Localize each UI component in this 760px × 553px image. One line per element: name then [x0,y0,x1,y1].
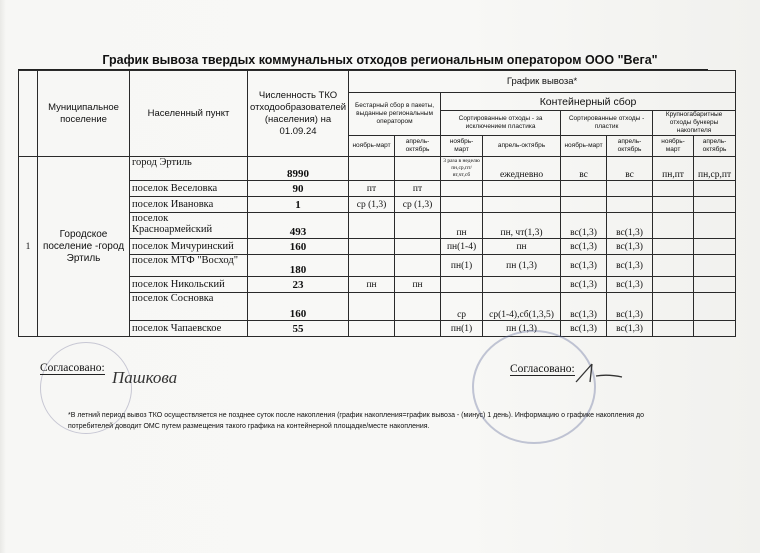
header-nsp-summer: апрель-октябрь [483,136,561,157]
header-bag-winter: ноябрь-март [349,136,395,157]
bulky-winter [653,321,694,337]
bulky-winter [653,293,694,321]
pl-summer: вс(1,3) [607,213,653,239]
settlement-name: поселок Веселовка [130,181,248,197]
pl-winter: вс(1,3) [561,239,607,255]
bulky-summer [694,321,736,337]
bag-winter [349,157,395,181]
bag-summer [395,293,441,321]
bag-summer [395,255,441,277]
pl-winter: вс(1,3) [561,255,607,277]
pl-summer [607,197,653,213]
bag-winter [349,255,395,277]
population-value: 90 [248,181,349,197]
bulky-summer [694,197,736,213]
settlement-name: поселок Сосновка [130,293,248,321]
group-index: 1 [19,157,38,337]
population-value: 160 [248,293,349,321]
nsp-summer [483,277,561,293]
nsp-winter [441,277,483,293]
group-name: Городское поселение -город Эртиль [38,157,130,337]
bag-winter [349,321,395,337]
bulky-winter [653,213,694,239]
settlement-name: поселок Чапаевское [130,321,248,337]
bulky-winter: пн,пт [653,157,694,181]
bulky-summer: пн,ср,пт [694,157,736,181]
population-value: 180 [248,255,349,277]
nsp-summer [483,181,561,197]
right-signature-icon [570,360,630,388]
bag-summer: пт [395,181,441,197]
bag-summer [395,321,441,337]
footnote: *В летний период вывоз ТКО осуществляется не позднее суток после накопления (график накопления=график вывоза - (минус) 1 день). Информацию о графике накопления до потребителей доводит ОМС путем размещения такого графика на контейнерной площадке/месте накопления. [68,412,644,430]
header-container: Контейнерный сбор [441,93,736,111]
population-value: 23 [248,277,349,293]
population-value: 493 [248,213,349,239]
bag-summer [395,157,441,181]
bulky-summer [694,255,736,277]
nsp-winter: пн(1) [441,255,483,277]
nsp-winter [441,197,483,213]
left-approval-label: Согласовано: [40,362,105,374]
nsp-summer: пн [483,239,561,255]
nsp-summer [483,197,561,213]
population-value: 1 [248,197,349,213]
bulky-winter [653,239,694,255]
header-sorted-plastic: Сортированные отходы - пластик [561,111,653,136]
pl-winter [561,197,607,213]
pl-winter: вс(1,3) [561,321,607,337]
settlement-name: поселок Красноармейский [130,213,248,239]
bulky-winter [653,255,694,277]
pl-summer: вс [607,157,653,181]
header-pl-winter: ноябрь-март [561,136,607,157]
bag-winter [349,213,395,239]
header-settlement: Населенный пункт [130,71,248,157]
bulky-summer [694,213,736,239]
bulky-summer [694,181,736,197]
bulky-summer [694,293,736,321]
nsp-winter [441,181,483,197]
header-index-cell [19,71,38,157]
header-schedule: График вывоза* [349,71,736,93]
bulky-winter [653,277,694,293]
bulky-summer [694,277,736,293]
nsp-summer: пн (1,3) [483,321,561,337]
settlement-name: поселок Мичуринский [130,239,248,255]
header-bulky: Крупногабаритные отходы бункеры накопителя [653,111,736,136]
header-sorted-no-plastic: Сортированные отходы - за исключением пластика [441,111,561,136]
header-population: Численность ТКО отходообразователей (населения) на 01.09.24 [248,71,349,157]
pl-summer [607,181,653,197]
pl-summer: вс(1,3) [607,239,653,255]
bag-winter: пт [349,181,395,197]
bag-winter [349,239,395,255]
header-municipality: Муниципальное поселение [38,71,130,157]
nsp-winter: 3 раза в неделю пн,ср,пт/вт,чт,сб [441,157,483,181]
left-signature: Пашкова [112,368,178,387]
bag-winter [349,293,395,321]
header-bulky-winter: ноябрь-март [653,136,694,157]
pl-winter: вс(1,3) [561,213,607,239]
nsp-winter: пн [441,213,483,239]
bulky-summer [694,239,736,255]
nsp-summer: пн (1,3) [483,255,561,277]
pl-winter: вс(1,3) [561,277,607,293]
nsp-summer: ежедневно [483,157,561,181]
population-value: 160 [248,239,349,255]
bulky-winter [653,181,694,197]
settlement-name: поселок МТФ "Восход" [130,255,248,277]
pl-winter [561,181,607,197]
schedule-table [18,70,736,337]
right-approval [510,363,575,375]
header-pl-summer: апрель-октябрь [607,136,653,157]
population-value: 8990 [248,157,349,181]
header-bagless: Бестарный сбор в пакеты, выданные региональным оператором [349,93,441,136]
header-nsp-winter: ноябрь-март [441,136,483,157]
nsp-summer: ср(1-4),сб(1,3,5) [483,293,561,321]
header-bag-summer: апрель-октябрь [395,136,441,157]
nsp-winter: пн(1-4) [441,239,483,255]
document-title: График вывоза твердых коммунальных отходов региональным оператором ООО "Вега" [102,53,658,67]
pl-winter: вс [561,157,607,181]
pl-winter: вс(1,3) [561,293,607,321]
bag-summer [395,213,441,239]
settlement-name: поселок Никольский [130,277,248,293]
table-row [19,157,736,181]
nsp-winter: пн(1) [441,321,483,337]
bag-winter: ср (1,3) [349,197,395,213]
bag-summer [395,239,441,255]
settlement-name: город Эртиль [130,157,248,181]
bag-summer: пн [395,277,441,293]
nsp-summer: пн, чт(1,3) [483,213,561,239]
header-bulky-summer: апрель-октябрь [694,136,736,157]
pl-summer: вс(1,3) [607,321,653,337]
pl-summer: вс(1,3) [607,255,653,277]
bag-summer: ср (1,3) [395,197,441,213]
pl-summer: вс(1,3) [607,293,653,321]
population-value: 55 [248,321,349,337]
bag-winter: пн [349,277,395,293]
settlement-name: поселок Ивановка [130,197,248,213]
right-approval-label: Согласовано: [510,363,575,375]
left-approval [40,362,105,374]
bulky-winter [653,197,694,213]
nsp-winter: ср [441,293,483,321]
pl-summer: вс(1,3) [607,277,653,293]
